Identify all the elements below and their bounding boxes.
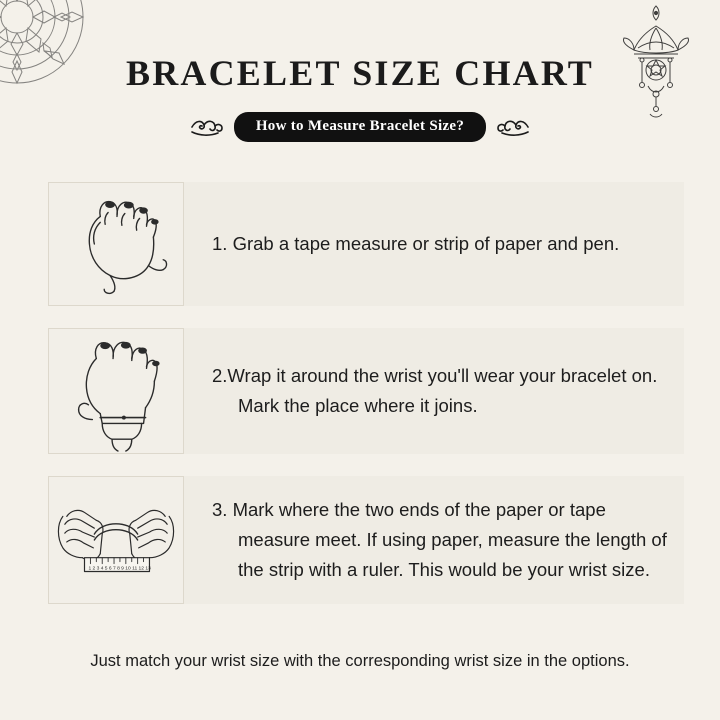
step-text-value: 2.Wrap it around the wrist you'll wear your bracelet on. Mark the place where it joins. <box>212 365 658 416</box>
step-text-value: 3. Mark where the two ends of the paper or tape measure meet. If using paper, measure the length of the strip with a ruler. This would be your wrist size. <box>212 499 667 580</box>
flourish-right-icon <box>496 116 530 138</box>
step-item <box>0 182 720 306</box>
footer-note: Just match your wrist size with the corresponding wrist size in the options. <box>90 652 630 670</box>
step-text <box>184 182 684 306</box>
svg-text:1 2 3 4 5 6 7 8 9 10 11 12 13: 1 2 3 4 5 6 7 8 9 10 11 12 13 <box>88 566 151 572</box>
step-item <box>0 476 720 604</box>
flourish-left-icon <box>190 116 224 138</box>
step-text-value: 1. Grab a tape measure or strip of paper and pen. <box>212 233 620 255</box>
page-title: BRACELET SIZE CHART <box>126 53 594 93</box>
hands-measuring-strip-with-ruler-illustration-icon <box>48 476 184 604</box>
hand-with-tape-around-wrist-illustration-icon <box>48 328 184 454</box>
closed-fist-hand-illustration-icon <box>48 182 184 306</box>
subtitle-pill: How to Measure Bracelet Size? <box>234 112 486 142</box>
step-text <box>184 476 684 604</box>
steps-list <box>0 182 720 626</box>
step-item <box>0 328 720 454</box>
subtitle-row <box>0 112 720 142</box>
step-text <box>184 328 684 454</box>
